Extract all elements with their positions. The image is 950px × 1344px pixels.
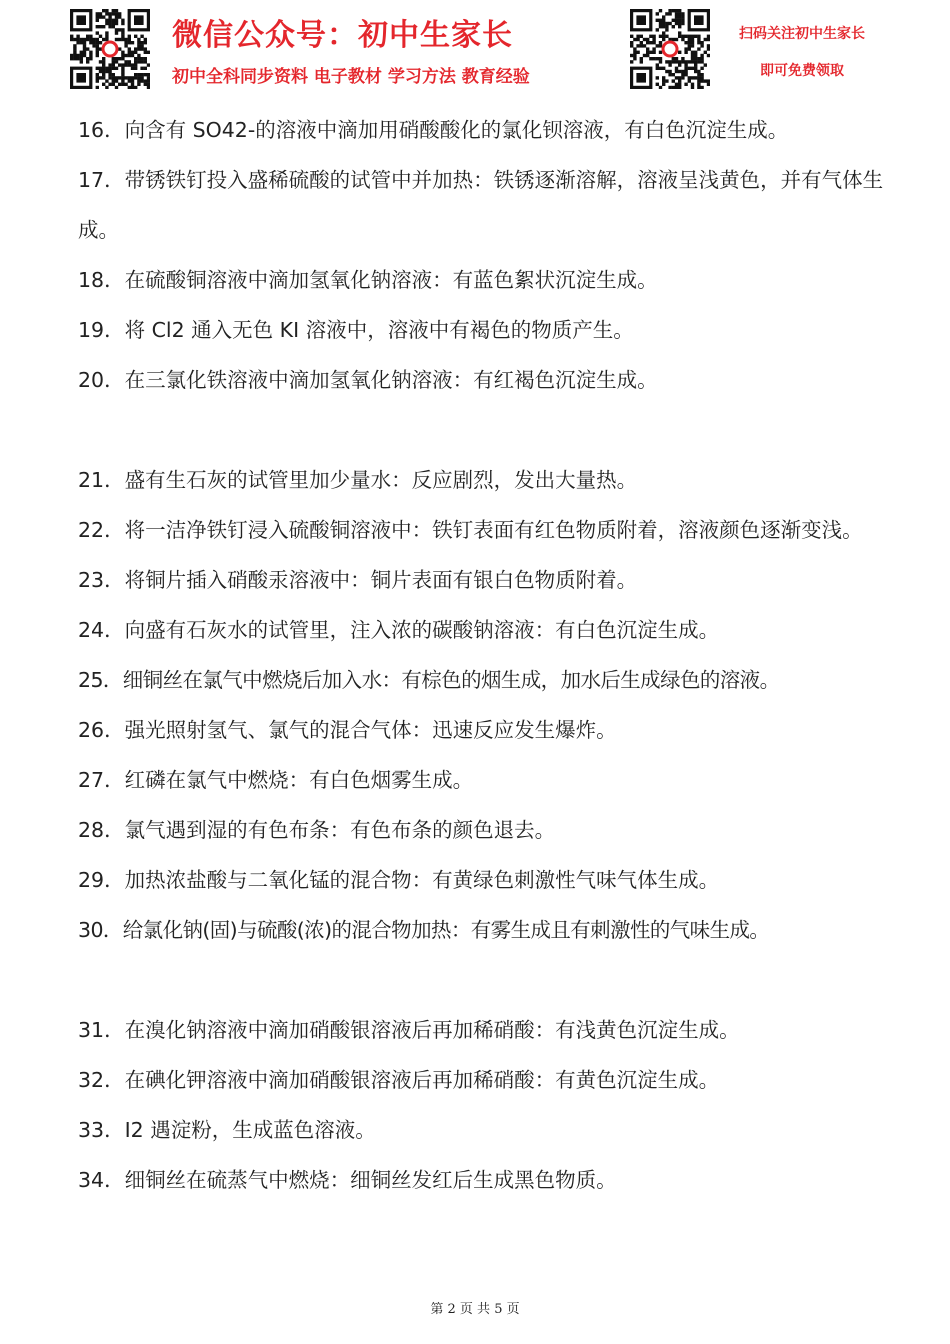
list-item: 19．将 Cl2 通入无色 KI 溶液中，溶液中有褐色的物质产生。 (78, 318, 634, 342)
page-footer: 第 2 页 共 5 页 (430, 1302, 520, 1317)
list-item: 24．向盛有石灰水的试管里，注入浓的碳酸钠溶液：有白色沉淀生成。 (78, 618, 720, 642)
list-item: 28．氯气遇到湿的有色布条：有色布条的颜色退去。 (78, 818, 556, 842)
document-body (78, 105, 888, 1205)
list-item: 32．在碘化钾溶液中滴加硝酸银溶液后再加稀硝酸：有黄色沉淀生成。 (78, 1068, 720, 1092)
list-item: 27．红磷在氯气中燃烧：有白色烟雾生成。 (78, 768, 474, 792)
list-item: 22．将一洁净铁钉浸入硫酸铜溶液中：铁钉表面有红色物质附着，溶液颜色逐渐变浅。 (78, 518, 863, 542)
list-item: 33．I2 遇淀粉，生成蓝色溶液。 (78, 1118, 376, 1142)
list-item: 26．强光照射氢气、氯气的混合气体：迅速反应发生爆炸。 (78, 718, 617, 742)
list-item: 23．将铜片插入硝酸汞溶液中：铜片表面有银白色物质附着。 (78, 568, 638, 592)
brand-subtitle: 初中全科同步资料 电子教材 学习方法 教育经验 (172, 67, 530, 87)
section-gap (78, 955, 888, 1005)
list-item: 16．向含有 SO42-的溶液中滴加用硝酸酸化的氯化钡溶液，有白色沉淀生成。 (78, 118, 789, 142)
list-item: 20．在三氯化铁溶液中滴加氢氧化钠溶液：有红褐色沉淀生成。 (78, 368, 658, 392)
brand-title: 微信公众号：初中生家长 (172, 18, 513, 53)
list-item: 25．细铜丝在氯气中燃烧后加入水：有棕色的烟生成，加水后生成绿色的溶液。 (78, 668, 780, 692)
list-item: 30．给氯化钠(固)与硫酸(浓)的混合物加热：有雾生成且有刺激性的气味生成。 (78, 918, 770, 942)
scan-note-line2: 即可免费领取 (760, 63, 844, 79)
scan-note-line1: 扫码关注初中生家长 (739, 26, 865, 42)
list-item: 31．在溴化钠溶液中滴加硝酸银溶液后再加稀硝酸：有浅黄色沉淀生成。 (78, 1018, 740, 1042)
list-item: 18．在硫酸铜溶液中滴加氢氧化钠溶液：有蓝色絮状沉淀生成。 (78, 268, 658, 292)
list-item: 34．细铜丝在硫蒸气中燃烧：细铜丝发红后生成黑色物质。 (78, 1168, 617, 1192)
section-gap (78, 405, 888, 455)
list-item: 17．带锈铁钉投入盛稀硫酸的试管中并加热：铁锈逐渐溶解，溶液呈浅黄色，并有气体生成。 (78, 168, 884, 242)
list-item: 21．盛有生石灰的试管里加少量水：反应剧烈，发出大量热。 (78, 468, 638, 492)
qr-code-icon (70, 9, 150, 89)
qr-code-icon (630, 9, 710, 89)
list-item: 29．加热浓盐酸与二氧化锰的混合物：有黄绿色刺激性气味气体生成。 (78, 868, 720, 892)
